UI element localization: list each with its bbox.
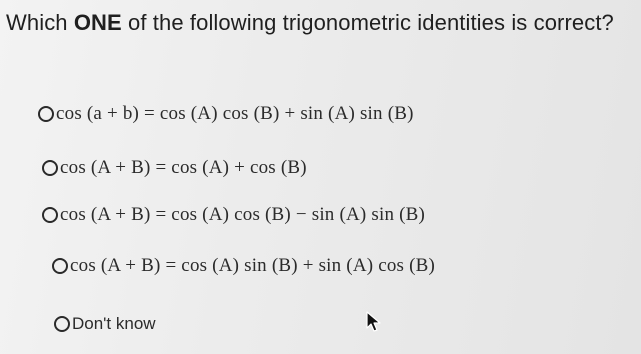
question-text — [6, 10, 614, 36]
answer-option-4[interactable] — [52, 250, 435, 282]
answer-option-label: cos (A + B) = cos (A) sin (B) + sin (A) cos (B) — [70, 255, 436, 276]
question-prefix: Which — [6, 10, 74, 35]
question-emphasis: ONE — [73, 10, 122, 35]
radio-unselected-icon[interactable] — [42, 160, 58, 176]
question-suffix: of the following trigonometric identities is correct? — [121, 10, 614, 35]
mouse-pointer-icon — [366, 311, 384, 333]
answer-option-label: cos (A + B) = cos (A) + cos (B) — [60, 157, 307, 178]
answer-option-label: cos (a + b) = cos (A) cos (B) + sin (A) sin (B) — [56, 103, 414, 124]
radio-unselected-icon[interactable] — [54, 316, 70, 332]
answer-option-1[interactable] — [38, 98, 414, 130]
radio-unselected-icon[interactable] — [52, 258, 68, 274]
answer-option-2[interactable] — [42, 152, 307, 184]
answer-option-label: Don't know — [72, 314, 156, 333]
radio-unselected-icon[interactable] — [38, 106, 54, 122]
answer-option-dont-know[interactable] — [54, 308, 156, 340]
answer-option-3[interactable] — [42, 199, 425, 231]
radio-unselected-icon[interactable] — [42, 207, 58, 223]
answer-option-label: cos (A + B) = cos (A) cos (B) − sin (A) sin (B) — [60, 204, 426, 225]
